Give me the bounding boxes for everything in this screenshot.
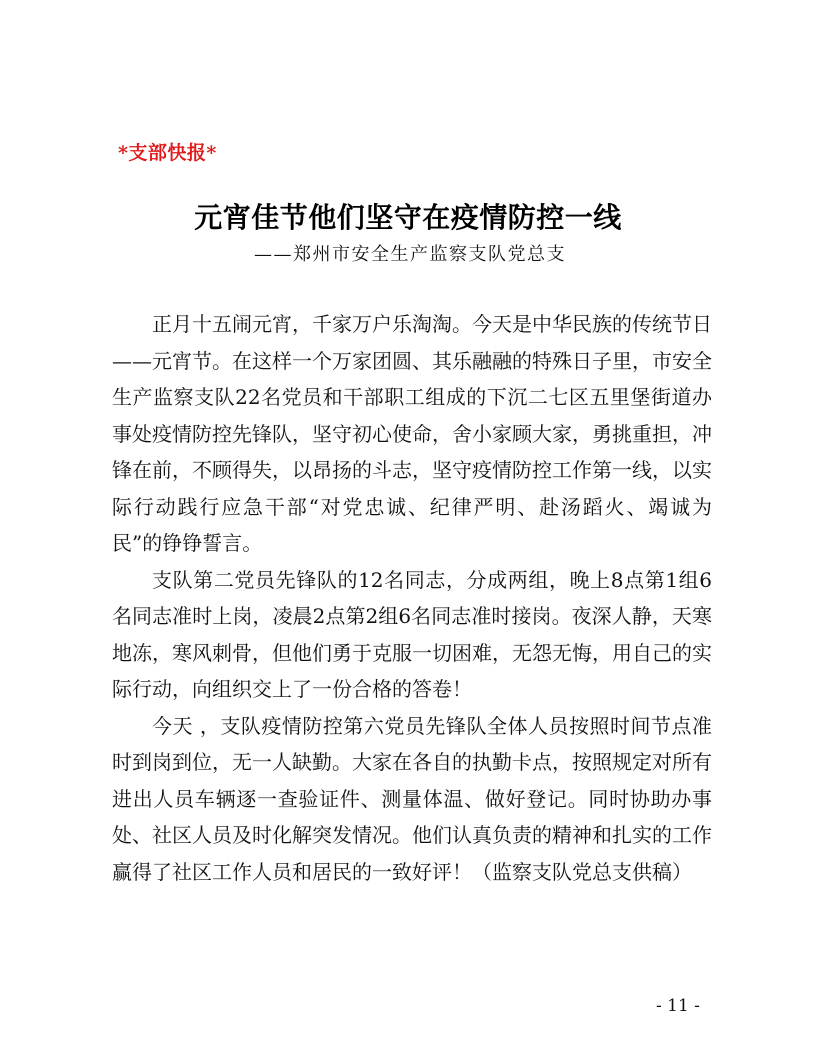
section-tag: *支部快报* bbox=[118, 142, 217, 164]
page-number: - 11 - bbox=[656, 996, 700, 1016]
article-body bbox=[112, 306, 712, 890]
paragraph: 正月十五闹元宵，千家万户乐淘淘。今天是中华民族的传统节日——元宵节。在这样一个万家团圆、其乐融融的特殊日子里，市安全生产监察支队22名党员和干部职工组成的下沉二七区五里堡街道办事处疫情防控先锋队，坚守初心使命，舍小家顾大家，勇挑重担，冲锋在前，不顾得失，以昂扬的斗志，坚守疫情防控工作第一线，以实际行动践行应急干部“对党忠诚、纪律严明、赴汤蹈火、竭诚为民”的铮铮誓言。 bbox=[112, 312, 712, 555]
paragraph: 今天 ，支队疫情防控第六党员先锋队全体人员按照时间节点准时到岗到位，无一人缺勤。大家在各自的执勤卡点，按照规定对所有进出人员车辆逐一查验证件、测量体温、做好登记。同时协助办事处、社区人员及时化解突发情况。他们认真负责的精神和扎实的工作赢得了社区工作人员和居民的一致好评！（监察支队党总支供稿） bbox=[112, 713, 712, 884]
article-subtitle: ——郑州市安全生产监察支队党总支 bbox=[254, 244, 566, 265]
article-title: 元宵佳节他们坚守在疫情防控一线 bbox=[194, 201, 622, 234]
paragraph: 支队第二党员先锋队的12名同志，分成两组，晚上8点第1组6名同志准时上岗，凌晨2点第2组6名同志准时接岗。夜深人静，天寒地冻，寒风刺骨，但他们勇于克服一切困难，无怨无悔，用自己的实际行动，向组织交上了一份合格的答卷！ bbox=[112, 567, 712, 701]
